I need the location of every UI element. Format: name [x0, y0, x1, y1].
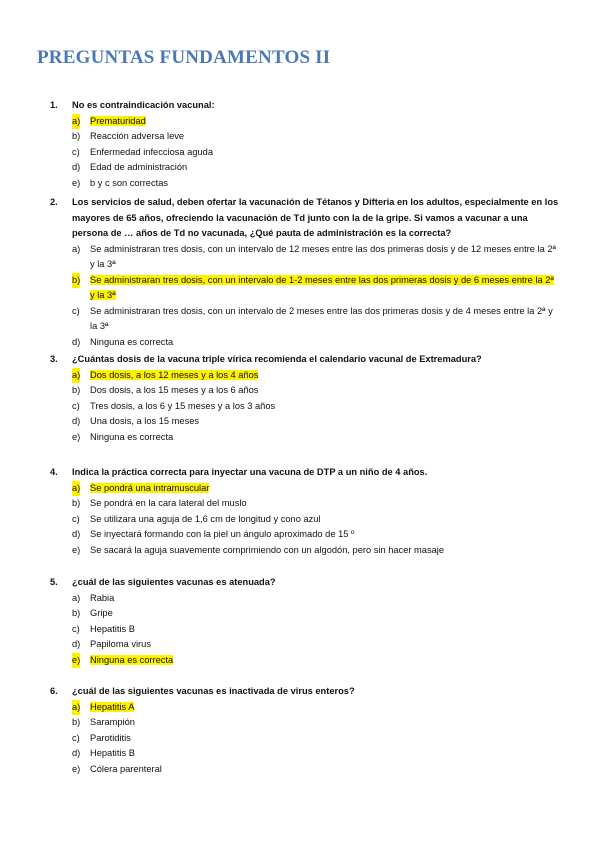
answer-option [0, 145, 560, 161]
option-text: Se administraran tres dosis, con un intervalo de 2 meses entre las dos primeras dosis y de 4 meses entre la 2ª y la 3ª [90, 305, 553, 331]
answer-option [0, 700, 560, 716]
option-letter: c) [72, 623, 80, 634]
question-1 [0, 98, 600, 191]
answer-option [0, 414, 560, 430]
answer-option [0, 481, 560, 497]
option-letter: a) [72, 481, 80, 497]
option-letter: c) [72, 732, 80, 743]
answer-option [0, 637, 560, 653]
option-text: Reacción adversa leve [90, 131, 185, 141]
answer-option [0, 273, 560, 304]
option-letter: b) [72, 717, 81, 727]
option-letter: d) [72, 748, 81, 758]
option-text: Una dosis, a los 15 meses [90, 416, 200, 426]
option-letter: a) [72, 114, 80, 130]
option-letter: d) [72, 529, 81, 539]
option-letter: e) [72, 763, 81, 774]
option-letter: b) [72, 131, 81, 141]
option-text: Se utilizara una aguja de 1,6 cm de longitud y cono azul [90, 513, 321, 524]
answer-option [0, 383, 560, 399]
answer-option [0, 591, 560, 607]
option-text: Cólera parenteral [90, 763, 162, 774]
option-text: Tres dosis, a los 6 y 15 meses y a los 3 años [90, 400, 276, 411]
question-2 [0, 195, 600, 350]
answer-option [0, 160, 560, 176]
answer-option [0, 512, 560, 528]
option-letter: c) [72, 513, 80, 524]
correct-answer-text: Dos dosis, a los 12 meses y a los 4 años [90, 369, 259, 380]
correct-answer-text: Se pondrá una intramuscular [90, 482, 210, 493]
question-number: 6. [50, 686, 58, 696]
answer-option [0, 242, 560, 273]
option-letter: e) [72, 177, 81, 188]
answer-option [0, 746, 560, 762]
question-label: Los servicios de salud, deben ofertar la vacunación de Tétanos y Difteria en los adultos, especialmente en los mayores de 65 años, ofreciendo la vacunación de Td junto con la de la gripe. Si vamos a vacunar a una persona de … años de Td no vacunada, ¿Qué pauta de administración es la correcta? [72, 197, 559, 238]
question-text [0, 352, 560, 368]
option-text: Hepatitis B [90, 748, 135, 758]
option-text: Dos dosis, a los 15 meses y a los 6 años [90, 385, 259, 395]
option-text: Se administraran tres dosis, con un intervalo de 12 meses entre las dos primeras dosis y de 12 meses entre la 2ª y la 3ª [90, 243, 556, 269]
option-text: Enfermedad infecciosa aguda [90, 146, 214, 157]
question-text [0, 465, 560, 481]
question-4 [0, 465, 600, 558]
question-5 [0, 575, 600, 668]
option-text: Papiloma virus [90, 639, 151, 649]
question-6 [0, 684, 600, 777]
question-label: ¿cuál de las siguientes vacunas es atenuada? [72, 577, 276, 587]
option-text: Ninguna es correcta [90, 336, 174, 347]
option-letter: a) [72, 243, 81, 254]
question-text [0, 684, 560, 700]
option-letter: b) [72, 385, 81, 395]
option-text: Ninguna es correcta [90, 431, 174, 442]
option-text: Parotiditis [90, 732, 131, 743]
question-text [0, 575, 560, 591]
answer-option [0, 731, 560, 747]
option-letter: c) [72, 305, 80, 316]
option-text: Se inyectará formando con la piel un ángulo aproximado de 15 º [90, 529, 355, 539]
question-number: 1. [50, 100, 58, 110]
option-letter: a) [72, 368, 80, 384]
answer-option [0, 176, 560, 192]
option-letter: d) [72, 162, 81, 172]
answer-option [0, 304, 560, 335]
option-letter: c) [72, 400, 80, 411]
answer-option [0, 653, 560, 669]
answer-option [0, 527, 560, 543]
question-number: 4. [50, 467, 58, 477]
option-text: Se pondrá en la cara lateral del muslo [90, 498, 247, 508]
answer-option [0, 368, 560, 384]
option-letter: e) [72, 653, 80, 669]
option-letter: a) [72, 700, 80, 716]
option-letter: b) [72, 498, 81, 508]
question-text [0, 98, 560, 114]
question-number: 3. [50, 354, 58, 364]
option-letter: c) [72, 146, 80, 157]
option-text: b y c son correctas [90, 177, 169, 188]
correct-answer-text: Se administraran tres dosis, con un intervalo de 1-2 meses entre las dos primeras dosis y de 6 meses entre la 2ª y la 3ª [90, 274, 554, 300]
answer-option [0, 715, 560, 731]
option-text: Gripe [90, 608, 113, 618]
answer-option [0, 762, 560, 778]
option-text: Sarampión [90, 717, 135, 727]
answer-option [0, 399, 560, 415]
option-text: Rabia [90, 592, 115, 603]
question-label: ¿Cuántas dosis de la vacuna triple vírica recomienda el calendario vacunal de Extremadura? [72, 354, 482, 364]
answer-option [0, 129, 560, 145]
answer-option [0, 622, 560, 638]
question-3 [0, 352, 600, 445]
answer-option [0, 543, 560, 559]
answer-option [0, 114, 560, 130]
question-label: No es contraindicación vacunal: [72, 100, 215, 110]
correct-answer-text: Hepatitis A [90, 701, 135, 712]
answer-option [0, 430, 560, 446]
option-letter: d) [72, 416, 81, 426]
correct-answer-text: Ninguna es correcta [90, 654, 174, 665]
answer-option [0, 606, 560, 622]
option-letter: e) [72, 544, 81, 555]
question-text [0, 195, 560, 242]
option-letter: d) [72, 639, 81, 649]
option-letter: e) [72, 431, 81, 442]
option-letter: d) [72, 336, 81, 347]
question-label: ¿cuál de las siguientes vacunas es inactivada de virus enteros? [72, 686, 355, 696]
option-letter: b) [72, 273, 80, 289]
option-letter: a) [72, 592, 81, 603]
answer-option [0, 335, 560, 351]
page-title: PREGUNTAS FUNDAMENTOS II [37, 47, 331, 68]
option-text: Hepatitis B [90, 623, 135, 634]
answer-option [0, 496, 560, 512]
question-number: 5. [50, 577, 58, 587]
option-text: Se sacará la aguja suavemente comprimiendo con un algodón, pero sin hacer masaje [90, 544, 445, 555]
correct-answer-text: Prematuridad [90, 115, 146, 126]
question-number: 2. [50, 197, 58, 207]
option-text: Edad de administración [90, 162, 188, 172]
option-letter: b) [72, 608, 81, 618]
question-label: Indica la práctica correcta para inyectar una vacuna de DTP a un niño de 4 años. [72, 467, 428, 477]
